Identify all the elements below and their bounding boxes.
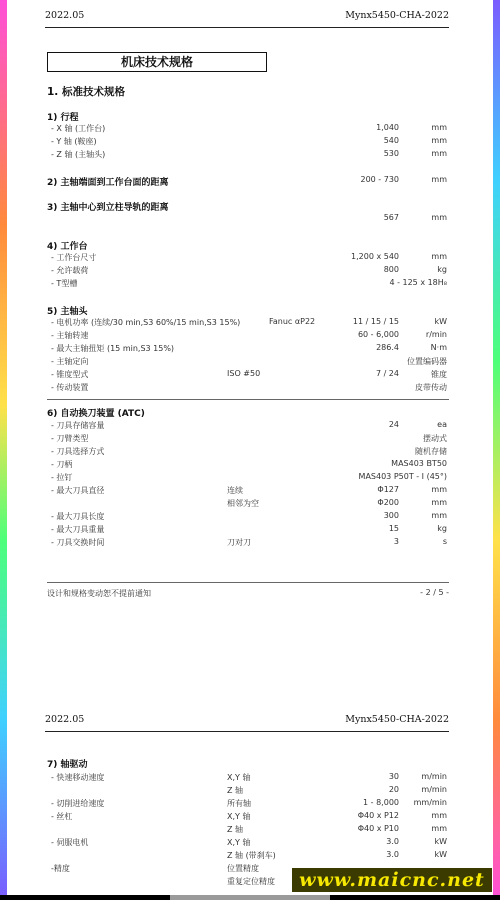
spec-row: - 伺服电机 X,Y 轴 3.0 kW [51,837,447,847]
spec-row: - 传动装置 皮带传动 [51,383,447,392]
spec-row: - X 轴 (工作台) 1,040 mm [51,123,447,133]
section-title: 4) 工作台 [47,242,88,252]
site-watermark: www.maicnc.net [292,868,492,892]
header-date: 2022.05 [45,10,85,21]
section-title: 2) 主轴端面到工作台面的距离 [47,178,169,188]
spec-row: 相邻为空 Φ200 mm [227,498,447,508]
spec-row: - 拉钉 MAS403 P50T - I (45°) [51,472,447,482]
page-header [45,10,449,21]
spec-row: -精度 位置精度 [51,864,259,873]
footer-divider [47,582,449,583]
spec-row: - 丝杠 X,Y 轴 Φ40 x P12 mm [51,811,447,821]
header-model: Mynx5450-CHA-2022 [345,714,449,725]
spec-row: - 最大刀具直径 连续 Φ127 mm [51,485,447,495]
header-divider [45,27,449,28]
spec-row: - 切削进给速度 所有轴 1 - 8,000 mm/min [51,798,447,808]
spec-row: - 最大刀具长度 300 mm [51,511,447,521]
spec-row: - Y 轴 (鞍座) 540 mm [51,136,447,146]
bottom-scrollbar-thumb[interactable] [170,895,330,900]
spec-row: 重复定位精度 [227,877,275,886]
spec-row: - 刀具存储容量 24 ea [51,420,447,430]
spec-row: Z 轴 20 m/min [227,785,447,795]
document-title: 机床技术规格 [47,52,267,72]
page-number: - 2 / 5 - [420,588,449,597]
spec-row: - 允许载荷 800 kg [51,265,447,275]
spec-row: - 快速移动速度 X,Y 轴 30 m/min [51,772,447,782]
section-title: 1) 行程 [47,113,79,123]
section-title: 5) 主轴头 [47,307,88,317]
spec-row: 567 mm [383,213,447,222]
page-header [45,714,449,725]
spec-row: - 最大主轴扭矩 (15 min,S3 15%) 286.4 N·m [51,343,447,353]
section-heading: 1. 标准技术规格 [47,86,125,98]
spec-row: Z 轴 Φ40 x P10 mm [227,824,447,834]
section-title: 7) 轴驱动 [47,760,88,770]
header-divider [45,731,449,732]
left-edge-gradient [0,0,7,900]
page-gap [7,612,493,704]
header-date: 2022.05 [45,714,85,725]
spec-row: - T型槽 4 - 125 x 18H₈ [51,278,447,288]
spec-row: - 刀具选择方式 随机存储 [51,447,447,456]
spec-row: - 刀柄 MAS403 BT50 [51,459,447,469]
page-footer [47,588,449,599]
spec-row: - 刀臂类型 摆动式 [51,434,447,443]
right-edge-gradient [493,0,500,900]
section-title: 6) 自动换刀装置 (ATC) [47,409,145,419]
section-divider [47,399,449,400]
spec-row: - 最大刀具重量 15 kg [51,524,447,534]
spec-row: - 工作台尺寸 1,200 x 540 mm [51,252,447,262]
header-model: Mynx5450-CHA-2022 [345,10,449,21]
spec-row: - 刀具交换时间 刀对刀 3 s [51,537,447,547]
spec-row: Z 轴 (带刹车) 3.0 kW [227,850,447,860]
spec-row: - 主轴转速 60 - 6,000 r/min [51,330,447,340]
spec-row: 200 - 730 mm [360,175,447,184]
spec-row: - 锥度型式 ISO #50 7 / 24 锥度 [51,369,447,379]
document-page-1 [7,0,493,612]
spec-row: - 主轴定向 位置编码器 [51,357,447,366]
spec-row: - 电机功率 (连续/30 min,S3 60%/15 min,S3 15%) Fanuc αP22 11 / 15 / 15 kW [51,317,447,327]
footer-disclaimer: 设计和规格变动恕不提前通知 [47,589,151,598]
spec-row: - Z 轴 (主轴头) 530 mm [51,149,447,159]
section-title: 3) 主轴中心到立柱导轨的距离 [47,203,169,213]
